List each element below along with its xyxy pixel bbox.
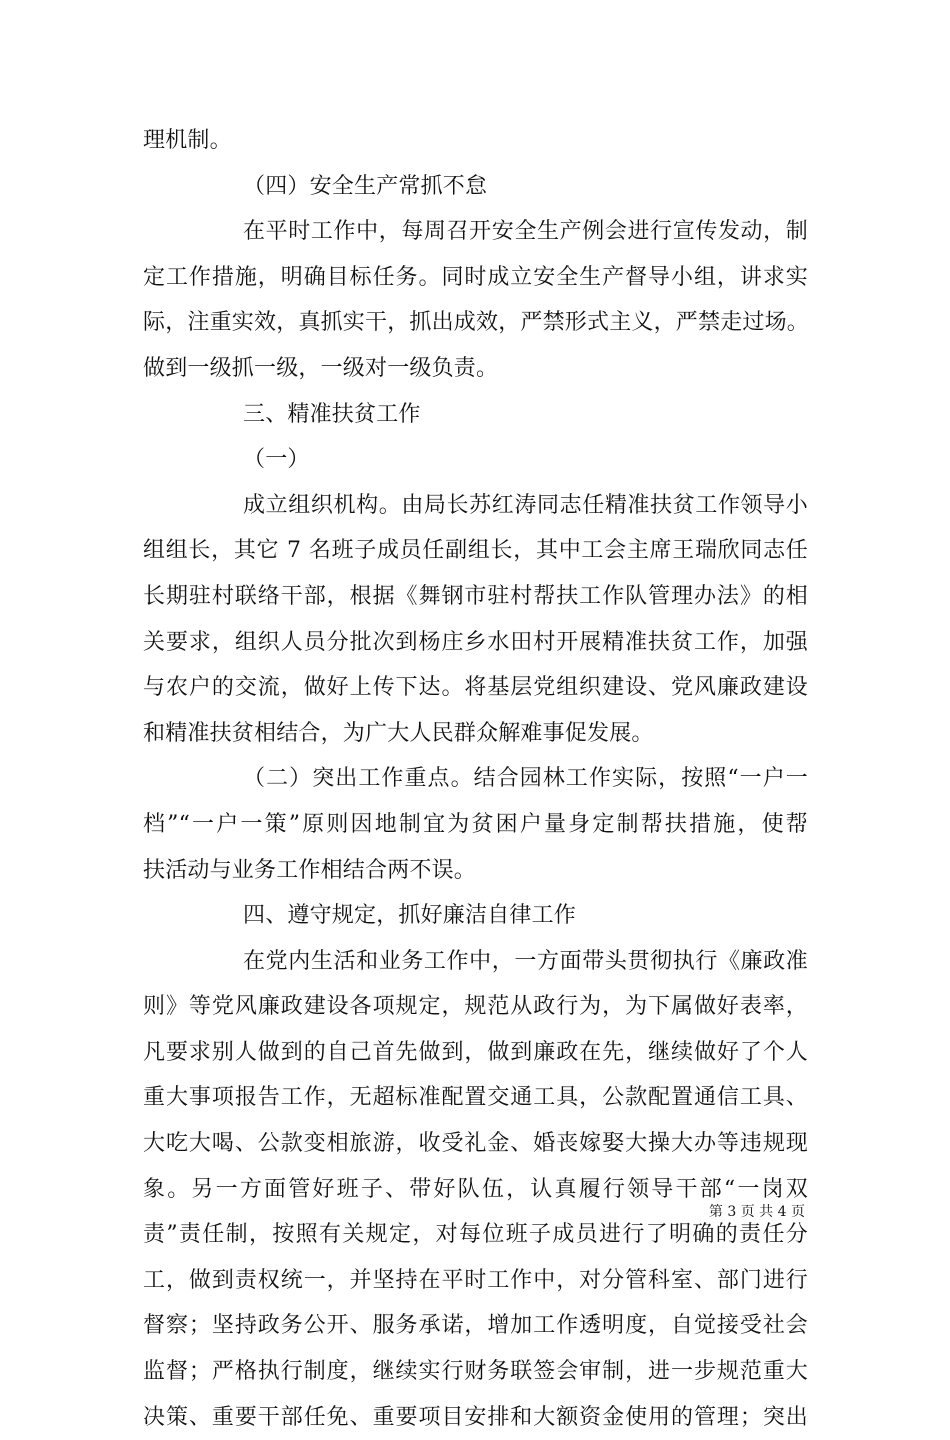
document-body xyxy=(143,118,808,1440)
text-line: 成立组织机构。由局长苏红涛同志任精准扶贫工作领导小 xyxy=(243,492,808,518)
section-heading: 三、精准扶贫工作 xyxy=(243,401,421,427)
text-line: 督察；坚持政务公开、服务承诺，增加工作透明度，自觉接受社会 xyxy=(143,1313,808,1339)
text-line: 象。另一方面管好班子、带好队伍，认真履行领导干部“一岗双 xyxy=(143,1176,808,1202)
text-line: 在平时工作中，每周召开安全生产例会进行宣传发动，制 xyxy=(243,219,808,245)
text-line: 关要求，组织人员分批次到杨庄乡水田村开展精准扶贫工作，加强 xyxy=(143,629,808,655)
text-line: 大吃大喝、公款变相旅游，收受礼金、婚丧嫁娶大操大办等违规现 xyxy=(143,1131,808,1157)
text-line: 定工作措施，明确目标任务。同时成立安全生产督导小组，讲求实 xyxy=(143,264,808,290)
text-line: 长期驻村联络干部，根据《舞钢市驻村帮扶工作队管理办法》的相 xyxy=(143,583,808,609)
text-line: 凡要求别人做到的自己首先做到，做到廉政在先，继续做好了个人 xyxy=(143,1039,808,1065)
text-line: 理机制。 xyxy=(143,128,232,153)
text-line: 在党内生活和业务工作中，一方面带头贯彻执行《廉政准 xyxy=(243,948,808,974)
text-line: 档”“一户一策”原则因地制宜为贫困户量身定制帮扶措施，使帮 xyxy=(143,811,808,837)
text-line: 与农户的交流，做好上传下达。将基层党组织建设、党风廉政建设 xyxy=(143,675,808,701)
text-line: 组组长，其它 7 名班子成员任副组长，其中工会主席王瑞欣同志任 xyxy=(143,538,808,564)
text-line: 监督；严格执行制度，继续实行财务联签会审制，进一步规范重大 xyxy=(143,1359,808,1385)
text-line: 责”责任制，按照有关规定，对每位班子成员进行了明确的责任分 xyxy=(143,1222,808,1248)
page-footer: 第 3 页 共 4 页 xyxy=(708,1204,805,1220)
text-line: 则》等党风廉政建设各项规定，规范从政行为，为下属做好表率， xyxy=(143,994,808,1020)
section-heading: （四）安全生产常抓不怠 xyxy=(243,173,488,199)
text-line: 决策、重要干部任免、重要项目安排和大额资金使用的管理；突出 xyxy=(143,1404,808,1430)
text-line: 和精准扶贫相结合，为广大人民群众解难事促发展。 xyxy=(143,720,654,746)
text-line: 做到一级抓一级，一级对一级负责。 xyxy=(143,355,499,381)
text-line: （二）突出工作重点。结合园林工作实际，按照“一户一 xyxy=(243,766,808,792)
text-line: 工，做到责权统一，并坚持在平时工作中，对分管科室、部门进行 xyxy=(143,1267,808,1293)
section-heading: 四、遵守规定，抓好廉洁自律工作 xyxy=(243,903,577,929)
subsection-heading: （一） xyxy=(243,447,310,473)
text-line: 际，注重实效，真抓实干，抓出成效，严禁形式主义，严禁走过场。 xyxy=(143,310,810,336)
text-line: 扶活动与业务工作相结合两不误。 xyxy=(143,857,477,883)
text-line: 重大事项报告工作，无超标准配置交通工具，公款配置通信工具、 xyxy=(143,1085,808,1111)
